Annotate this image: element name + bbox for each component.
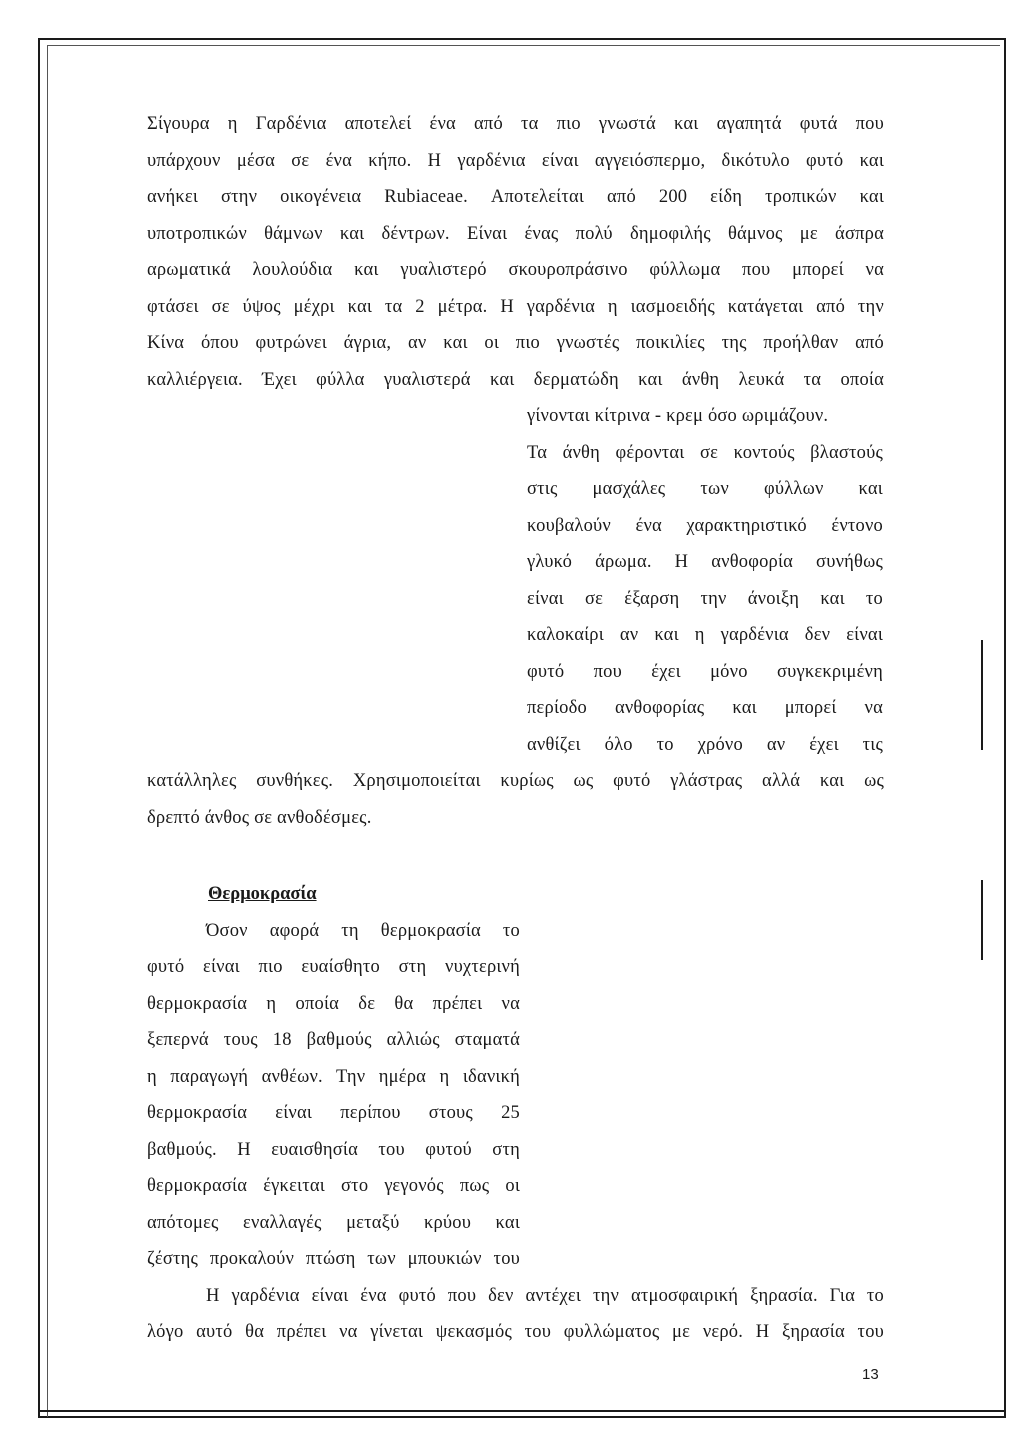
right-column-line: ανθίζει όλο το χρόνο αν έχει τις [527, 735, 883, 755]
section-heading-temperature: Θερμοκρασία [208, 884, 317, 904]
right-column-line: κουβαλούν ένα χαρακτηριστικό έντονο [527, 516, 883, 536]
temperature-line: Όσον αφορά τη θερμοκρασία το [206, 921, 520, 941]
margin-mark [981, 640, 983, 750]
temperature-line: θερμοκρασία είναι περίπου στους 25 [147, 1103, 520, 1123]
temperature-line: βαθμούς. Η ευαισθησία του φυτού στη [147, 1140, 520, 1160]
right-column-line: Τα άνθη φέρονται σε κοντούς βλαστούς [527, 443, 883, 463]
margin-mark [38, 1080, 40, 1190]
temperature-line: θερμοκρασία η οποία δε θα πρέπει να [147, 994, 520, 1014]
intro-line: καλλιέργεια. Έχει φύλλα γυαλιστερά και δερματώδη και άνθη λευκά τα οποία [147, 370, 884, 390]
page-number: 13 [862, 1366, 879, 1383]
temperature-line: ξεπερνά τους 18 βαθμούς αλλιώς σταματά [147, 1030, 520, 1050]
intro-line: υπάρχουν μέσα σε ένα κήπο. Η γαρδένια είναι αγγειόσπερμο, δικότυλο φυτό και [147, 151, 884, 171]
right-column-line: γίνονται κίτρινα - κρεμ όσο ωριμάζουν. [527, 406, 829, 426]
closing-line: δρεπτό άνθος σε ανθοδέσμες. [147, 808, 372, 828]
right-column-line: καλοκαίρι αν και η γαρδένια δεν είναι [527, 625, 883, 645]
margin-mark [981, 880, 983, 960]
temperature-line: ζέστης προκαλούν πτώση των μπουκιών του [147, 1249, 520, 1269]
right-column-line: είναι σε έξαρση την άνοιξη και το [527, 589, 883, 609]
temperature-line: η παραγωγή ανθέων. Την ημέρα η ιδανική [147, 1067, 520, 1087]
right-column-line: περίοδο ανθοφορίας και μπορεί να [527, 698, 883, 718]
intro-line: Κίνα όπου φυτρώνει άγρια, αν και οι πιο γνωστές ποικιλίες της προήλθαν από [147, 333, 884, 353]
intro-line: Σίγουρα η Γαρδένια αποτελεί ένα από τα πιο γνωστά και αγαπητά φυτά που [147, 114, 884, 134]
humidity-line: Η γαρδένια είναι ένα φυτό που δεν αντέχει την ατμοσφαιρική ξηρασία. Για το [206, 1286, 884, 1306]
intro-line: υποτροπικών θάμνων και δέντρων. Είναι ένας πολύ δημοφιλής θάμνος με άσπρα [147, 224, 884, 244]
intro-line: ανήκει στην οικογένεια Rubiaceae. Αποτελείται από 200 είδη τροπικών και [147, 187, 884, 207]
footer-rule [38, 1410, 1006, 1412]
humidity-line: λόγο αυτό θα πρέπει να γίνεται ψεκασμός του φυλλώματος με νερό. Η ξηρασία του [147, 1322, 884, 1342]
right-column-line: γλυκό άρωμα. Η ανθοφορία συνήθως [527, 552, 883, 572]
temperature-line: φυτό είναι πιο ευαίσθητο στη νυχτερινή [147, 957, 520, 977]
right-column-line: φυτό που έχει μόνο συγκεκριμένη [527, 662, 883, 682]
intro-line: φτάσει σε ύψος μέχρι και τα 2 μέτρα. Η γαρδένια η ιασμοειδής κατάγεται από την [147, 297, 884, 317]
temperature-line: απότομες εναλλαγές μεταξύ κρύου και [147, 1213, 520, 1233]
intro-line: αρωματικά λουλούδια και γυαλιστερό σκουροπράσινο φύλλωμα που μπορεί να [147, 260, 884, 280]
temperature-line: θερμοκρασία έγκειται στο γεγονός πως οι [147, 1176, 520, 1196]
closing-line: κατάλληλες συνθήκες. Χρησιμοποιείται κυρίως ως φυτό γλάστρας αλλά και ως [147, 771, 884, 791]
right-column-line: στις μασχάλες των φύλλων και [527, 479, 883, 499]
